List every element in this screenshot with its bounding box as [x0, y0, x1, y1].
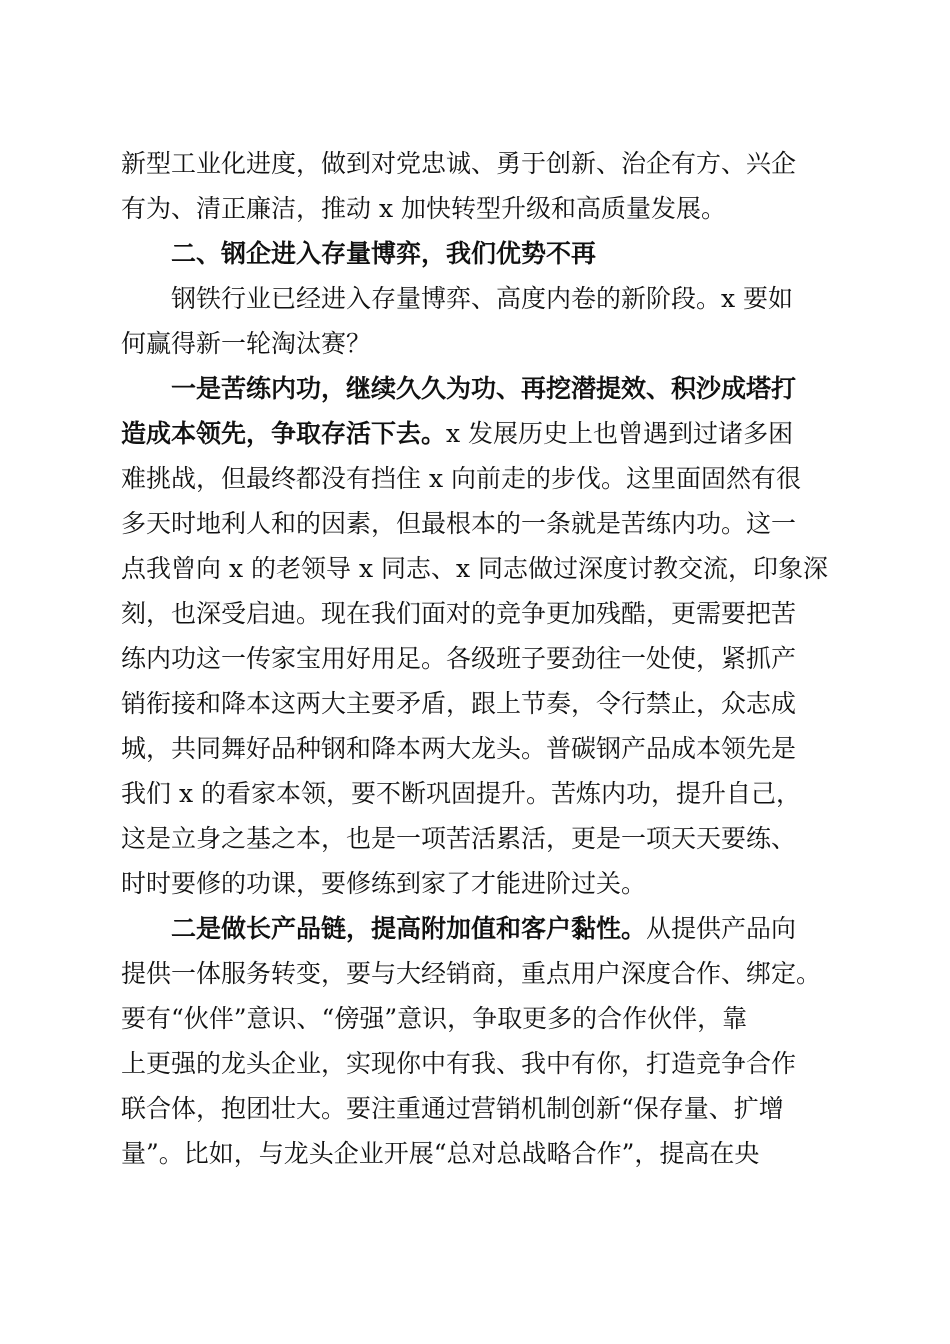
text-line: 多天时地利人和的因素，但最根本的一条就是苦练内功。这一: [121, 509, 797, 538]
text-line: 提供一体服务转变，要与大经销商，重点用户深度合作、绑定。: [121, 959, 822, 988]
text-run: x 发展历史上也曾遇到过诸多困: [446, 419, 794, 448]
text-line: 联合体，抱团壮大。要注重通过营销机制创新“保存量、扩增: [121, 1094, 784, 1123]
text-line: 练内功这一传家宝用好用足。各级班子要劲往一处使，紧抓产: [121, 644, 797, 673]
text-line: 新型工业化进度，做到对党忠诚、勇于创新、治企有方、兴企: [121, 149, 797, 178]
text-line: 我们 x 的看家本领，要不断巩固提升。苦炼内功，提升自己，: [121, 779, 801, 808]
text-line: 刻，也深受启迪。现在我们面对的竞争更加残酷，更需要把苦: [121, 599, 797, 628]
text-line: 城，共同舞好品种钢和降本两大龙头。普碳钢产品成本领先是: [121, 734, 797, 763]
bold-text-line: 一是苦练内功，继续久久为功、再挖潜提效、积沙成塔打: [171, 374, 797, 403]
mixed-text-line: [121, 419, 841, 449]
text-line: 上更强的龙头企业，实现你中有我、我中有你，打造竞争合作: [121, 1049, 797, 1078]
text-line: 这是立身之基之本，也是一项苦活累活，更是一项天天要练、: [121, 824, 797, 853]
text-line: 钢铁行业已经进入存量博弈、高度内卷的新阶段。x 要如: [171, 284, 794, 313]
text-line: 难挑战，但最终都没有挡住 x 向前走的步伐。这里面固然有很: [121, 464, 801, 493]
text-line: 销衔接和降本这两大主要矛盾，跟上节奏，令行禁止，众志成: [121, 689, 797, 718]
text-line: 有为、清正廉洁，推动 x 加快转型升级和高质量发展。: [121, 194, 726, 223]
bold-run: 二是做长产品链，提高附加值和客户黏性。: [171, 914, 647, 943]
bold-run: 造成本领先，争取存活下去。: [121, 419, 447, 448]
text-line: 点我曾向 x 的老领导 x 同志、x 同志做过深度讨教交流，印象深: [121, 554, 829, 583]
text-line: 要有“伙伴”意识、“傍强”意识，争取更多的合作伙伴，靠: [121, 1004, 748, 1033]
text-line: 何赢得新一轮淘汰赛？: [121, 329, 372, 358]
text-run: 从提供产品向: [646, 914, 797, 943]
section-heading: 二、钢企进入存量博弈，我们优势不再: [171, 239, 597, 268]
text-line: 时时要修的功课，要修练到家了才能进阶过关。: [121, 869, 647, 898]
mixed-text-line: [171, 914, 891, 944]
text-line: 量”。比如，与龙头企业开展“总对总战略合作”，提高在央: [121, 1139, 760, 1168]
